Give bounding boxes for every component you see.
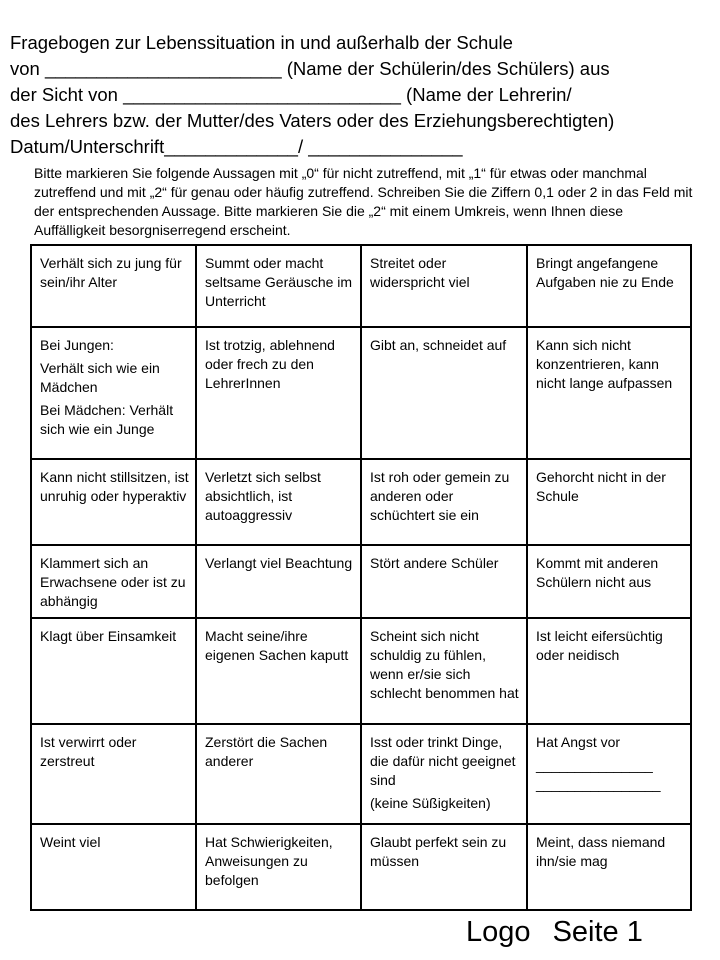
- item-cell[interactable]: Bringt angefangene Aufgaben nie zu Ende: [527, 245, 691, 327]
- questionnaire-table: [30, 244, 692, 911]
- item-cell[interactable]: Macht seine/ihre eigenen Sachen kaputt: [196, 618, 361, 724]
- logo-placeholder: Logo: [466, 916, 531, 948]
- item-cell[interactable]: [361, 724, 527, 824]
- item-cell[interactable]: Ist verwirrt oder zerstreut: [31, 724, 196, 824]
- item-subtext: Verhält sich wie ein Mädchen: [40, 360, 160, 395]
- item-cell[interactable]: Zerstört die Sachen anderer: [196, 724, 361, 824]
- item-cell[interactable]: Scheint sich nicht schuldig zu fühlen, wenn er/sie sich schlecht benommen hat: [361, 618, 527, 724]
- item-cell[interactable]: Gehorcht nicht in der Schule: [527, 459, 691, 545]
- item-cell[interactable]: Klammert sich an Erwachsene oder ist zu abhängig: [31, 545, 196, 618]
- table-row: [31, 618, 691, 724]
- item-cell[interactable]: Stört andere Schüler: [361, 545, 527, 618]
- form-title: Fragebogen zur Lebenssituation in und außerhalb der Schule: [10, 32, 513, 53]
- item-cell[interactable]: Meint, dass niemand ihn/sie mag: [527, 824, 691, 910]
- instructions: Bitte markieren Sie folgende Aussagen mit „0“ für nicht zutreffend, mit „1“ für etwas oder manchmal zutreffend und mit „2“ für genau oder häufig zutreffend. Schreiben Sie die Ziffern 0,1 oder 2 in das Feld mit der entsprechenden Aussage. Bitte markieren Sie die „2“ mit einem Umkreis, wenn Ihnen diese Auffälligkeit besorgniserregend erscheint.: [34, 165, 693, 238]
- item-subtext: Hat Angst vor: [536, 734, 621, 750]
- fill-in-line[interactable]: ________________: [536, 776, 661, 792]
- fill-in-line[interactable]: _______________: [536, 757, 653, 773]
- page-number: Seite 1: [552, 916, 643, 948]
- item-cell[interactable]: [31, 327, 196, 459]
- item-subtext: (keine Süßigkeiten): [370, 795, 491, 811]
- item-cell[interactable]: Kann sich nicht konzentrieren, kann nicht lange aufpassen: [527, 327, 691, 459]
- table-row: [31, 459, 691, 545]
- table-row: [31, 327, 691, 459]
- item-cell[interactable]: Gibt an, schneidet auf: [361, 327, 527, 459]
- rater-name-line[interactable]: der Sicht von ___________________________ (Name der Lehrerin/: [10, 84, 572, 105]
- item-cell[interactable]: Streitet oder widerspricht viel: [361, 245, 527, 327]
- student-name-line[interactable]: von _______________________ (Name der Schülerin/des Schülers) aus: [10, 58, 610, 79]
- table-row: [31, 245, 691, 327]
- item-cell[interactable]: Hat Schwierigkeiten, Anweisungen zu befolgen: [196, 824, 361, 910]
- item-subtext: Isst oder trinkt Dinge, die dafür nicht geeignet sind: [370, 734, 516, 788]
- item-subtext: Bei Mädchen: Verhält sich wie ein Junge: [40, 402, 174, 437]
- item-cell[interactable]: Weint viel: [31, 824, 196, 910]
- item-cell[interactable]: Verlangt viel Beachtung: [196, 545, 361, 618]
- item-cell[interactable]: Summt oder macht seltsame Geräusche im Unterricht: [196, 245, 361, 327]
- table-row: [31, 724, 691, 824]
- table-row: [31, 824, 691, 910]
- item-cell[interactable]: Klagt über Einsamkeit: [31, 618, 196, 724]
- date-signature-line[interactable]: Datum/Unterschrift_____________/ _______________: [10, 136, 463, 157]
- item-cell[interactable]: Ist leicht eifersüchtig oder neidisch: [527, 618, 691, 724]
- item-cell[interactable]: Ist roh oder gemein zu anderen oder schüchtert sie ein: [361, 459, 527, 545]
- item-cell[interactable]: Glaubt perfekt sein zu müssen: [361, 824, 527, 910]
- item-cell[interactable]: Verhält sich zu jung für sein/ihr Alter: [31, 245, 196, 327]
- item-cell[interactable]: [527, 724, 691, 824]
- rater-role-line: des Lehrers bzw. der Mutter/des Vaters oder des Erziehungsberechtigten): [10, 110, 615, 131]
- form-header: [10, 30, 716, 160]
- page-footer: [466, 916, 643, 949]
- item-subtext: Bei Jungen:: [40, 337, 114, 353]
- item-cell[interactable]: Kann nicht stillsitzen, ist unruhig oder hyperaktiv: [31, 459, 196, 545]
- item-cell[interactable]: Ist trotzig, ablehnend oder frech zu den LehrerInnen: [196, 327, 361, 459]
- item-cell[interactable]: Kommt mit anderen Schülern nicht aus: [527, 545, 691, 618]
- table-row: [31, 545, 691, 618]
- item-cell[interactable]: Verletzt sich selbst absichtlich, ist autoaggressiv: [196, 459, 361, 545]
